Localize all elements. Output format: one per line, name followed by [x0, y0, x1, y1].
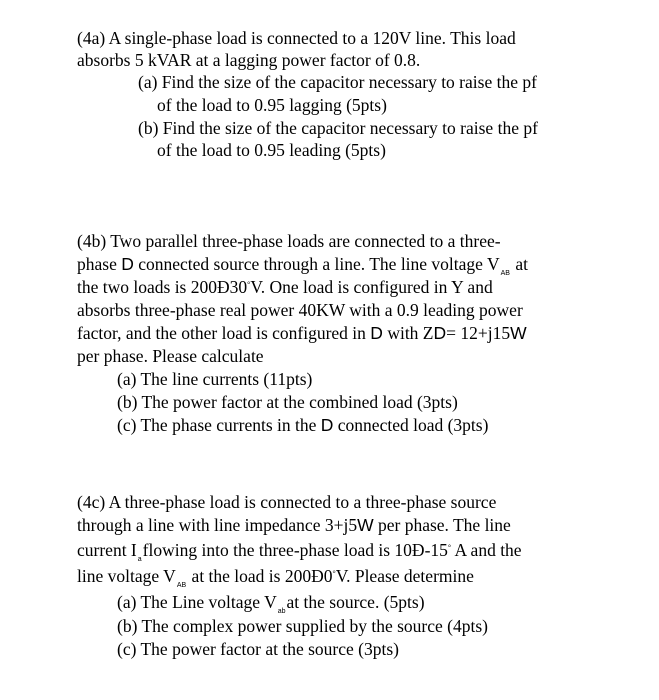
q4a-part-b-line-1: (b) Find the size of the capacitor necessary to raise the pf: [138, 118, 538, 138]
q4c-text-line-2: through a line with line impedance 3+j5W per phase. The line: [77, 515, 511, 535]
q4a-text-line-1: (4a) A single-phase load is connected to a 120V line. This load: [77, 28, 516, 48]
q4a-part-a-line-2: of the load to 0.95 lagging (5pts): [157, 95, 387, 115]
q4a-part-a-line-1: (a) Find the size of the capacitor necessary to raise the pf: [138, 72, 537, 92]
q4b-text-line-6: per phase. Please calculate: [77, 346, 264, 366]
q4c-text-line-3: current $I_aflowing$ into the three-phase load is 10Ð-15° A and the: [77, 540, 522, 563]
q4a-part-b-line-2: of the load to 0.95 leading (5pts): [157, 140, 386, 160]
q4c-part-c: (c) The power factor at the source (3pts): [117, 639, 399, 659]
q4b-part-c: (c) The phase currents in the D connected load (3pts): [117, 415, 489, 435]
q4a-text-line-2: absorbs 5 kVAR at a lagging power factor of 0.8.: [77, 50, 421, 70]
q4b-text-line-1: (4b) Two parallel three-phase loads are connected to a three-: [77, 231, 501, 251]
q4b-text-line-3: the two loads is 200Ð30°V. One load is configured in Y and: [77, 277, 493, 297]
q4c-text-line-4: line voltage $V_{AB}$ at the load is 200Ð0°V. Please determine: [77, 566, 474, 589]
q4c-part-a: (a) The Line voltage $V_{ab}at$ the source. (5pts): [117, 592, 425, 615]
q4b-part-b: (b) The power factor at the combined load (3pts): [117, 392, 458, 412]
q4c-part-b: (b) The complex power supplied by the source (4pts): [117, 616, 488, 636]
q4b-text-line-5: factor, and the other load is configured in D with ZD= 12+j15W: [77, 323, 527, 343]
q4b-part-a: (a) The line currents (11pts): [117, 369, 313, 389]
q4b-text-line-2: phase D connected source through a line. The line voltage $V_{AB}$ at: [77, 254, 528, 277]
q4c-text-line-1: (4c) A three-phase load is connected to a three-phase source: [77, 492, 497, 512]
q4b-text-line-4: absorbs three-phase real power 40KW with a 0.9 leading power: [77, 300, 523, 320]
